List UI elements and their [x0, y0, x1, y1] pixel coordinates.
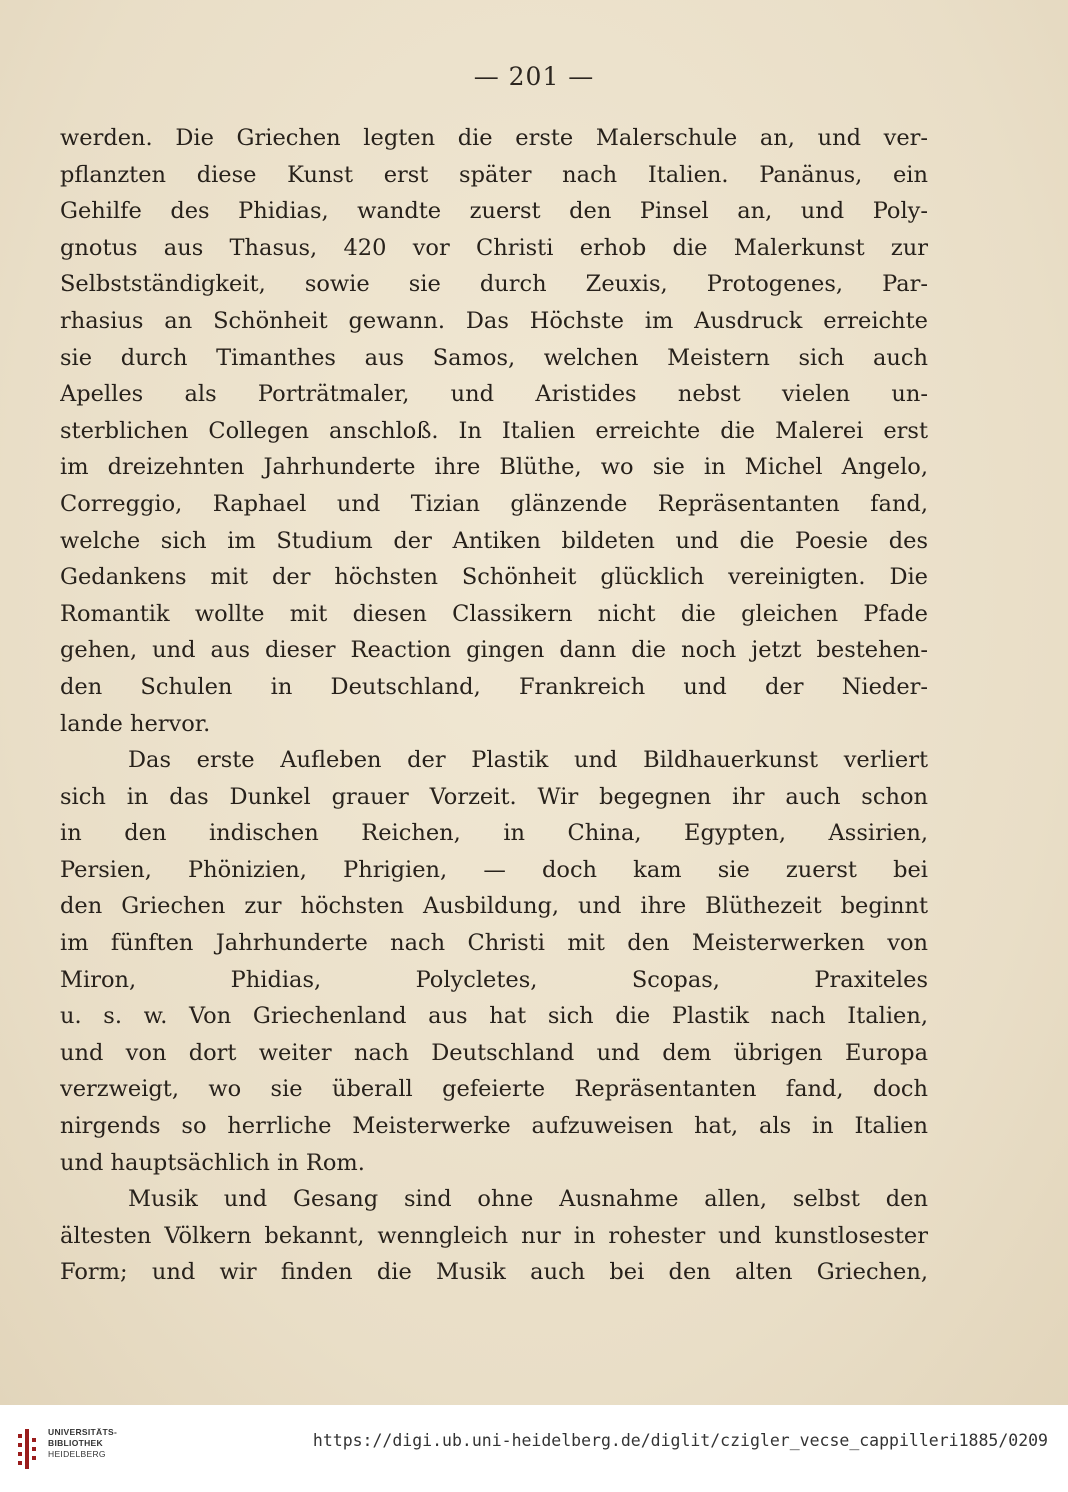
text-line: Das erste Aufleben der Plastik und Bildhauerkunst verliert — [128, 747, 928, 774]
text-line: im fünften Jahrhunderte nach Christi mit den Meisterwerken von — [60, 930, 928, 957]
text-line: Correggio, Raphael und Tizian glänzende Repräsentanten fand, — [60, 490, 928, 517]
document-url[interactable]: https://digi.ub.uni-heidelberg.de/diglit/czigler_vecse_cappilleri1885/0209 — [312, 1431, 1048, 1450]
text-line: lande hervor. — [60, 710, 211, 737]
text-line: gnotus aus Thasus, 420 vor Christi erhob die Malerkunst zur — [60, 234, 928, 261]
text-line: in den indischen Reichen, in China, Egypten, Assirien, — [60, 820, 928, 847]
logo-line-2: BIBLIOTHEK — [48, 1438, 103, 1448]
text-line: sterblichen Collegen anschloß. In Italien erreichte die Malerei erst — [60, 417, 928, 444]
page-number: — 201 — — [473, 62, 595, 91]
library-logo[interactable] — [16, 1425, 146, 1475]
viewer-footer — [0, 1405, 1068, 1492]
text-line: sie durch Timanthes aus Samos, welchen Meistern sich auch — [60, 344, 928, 371]
logo-line-1: UNIVERSITÄTS- — [48, 1427, 118, 1437]
text-line: sich in das Dunkel grauer Vorzeit. Wir begegnen ihr auch schon — [60, 783, 928, 810]
text-line: gehen, und aus dieser Reaction gingen dann die noch jetzt bestehen- — [60, 637, 928, 664]
text-line: Gehilfe des Phidias, wandte zuerst den Pinsel an, und Poly- — [60, 198, 928, 225]
text-line: pflanzten diese Kunst erst später nach Italien. Panänus, ein — [60, 161, 928, 188]
logo-line-3: HEIDELBERG — [48, 1449, 106, 1459]
text-line: rhasius an Schönheit gewann. Das Höchste im Ausdruck erreichte — [60, 307, 928, 334]
text-line: den Schulen in Deutschland, Frankreich und der Nieder- — [60, 673, 928, 700]
text-line: und von dort weiter nach Deutschland und dem übrigen Europa — [60, 1039, 928, 1066]
text-line: Persien, Phönizien, Phrigien, — doch kam sie zuerst bei — [60, 856, 928, 883]
text-line: Selbstständigkeit, sowie sie durch Zeuxis, Protogenes, Par- — [60, 271, 928, 298]
text-line: Romantik wollte mit diesen Classikern nicht die gleichen Pfade — [60, 600, 928, 627]
library-logo-text — [48, 1427, 117, 1460]
library-seal-icon — [16, 1429, 38, 1469]
text-line: welche sich im Studium der Antiken bildeten und die Poesie des — [60, 527, 928, 554]
text-line: ältesten Völkern bekannt, wenngleich nur in rohester und kunstlosester — [60, 1222, 928, 1249]
text-line: werden. Die Griechen legten die erste Malerschule an, und ver- — [60, 125, 928, 151]
text-line: Apelles als Porträtmaler, und Aristides nebst vielen un- — [60, 381, 928, 408]
text-line: nirgends so herrliche Meisterwerke aufzuweisen hat, als in Italien — [60, 1113, 928, 1140]
text-line: und hauptsächlich in Rom. — [60, 1149, 365, 1176]
text-line: u. s. w. Von Griechenland aus hat sich die Plastik nach Italien, — [60, 1003, 928, 1030]
text-line: Miron, Phidias, Polycletes, Scopas, Praxiteles — [60, 966, 928, 993]
text-line: den Griechen zur höchsten Ausbildung, und ihre Blüthezeit beginnt — [60, 893, 928, 920]
text-line: Form; und wir finden die Musik auch bei den alten Griechen, — [60, 1259, 928, 1286]
text-line: im dreizehnten Jahrhunderte ihre Blüthe, wo sie in Michel Angelo, — [60, 454, 928, 481]
text-line: Musik und Gesang sind ohne Ausnahme allen, selbst den — [128, 1186, 928, 1213]
body-text — [60, 120, 928, 1291]
text-line: Gedankens mit der höchsten Schönheit glücklich vereinigten. Die — [60, 564, 928, 591]
text-line: verzweigt, wo sie überall gefeierte Repräsentanten fand, doch — [60, 1076, 928, 1103]
